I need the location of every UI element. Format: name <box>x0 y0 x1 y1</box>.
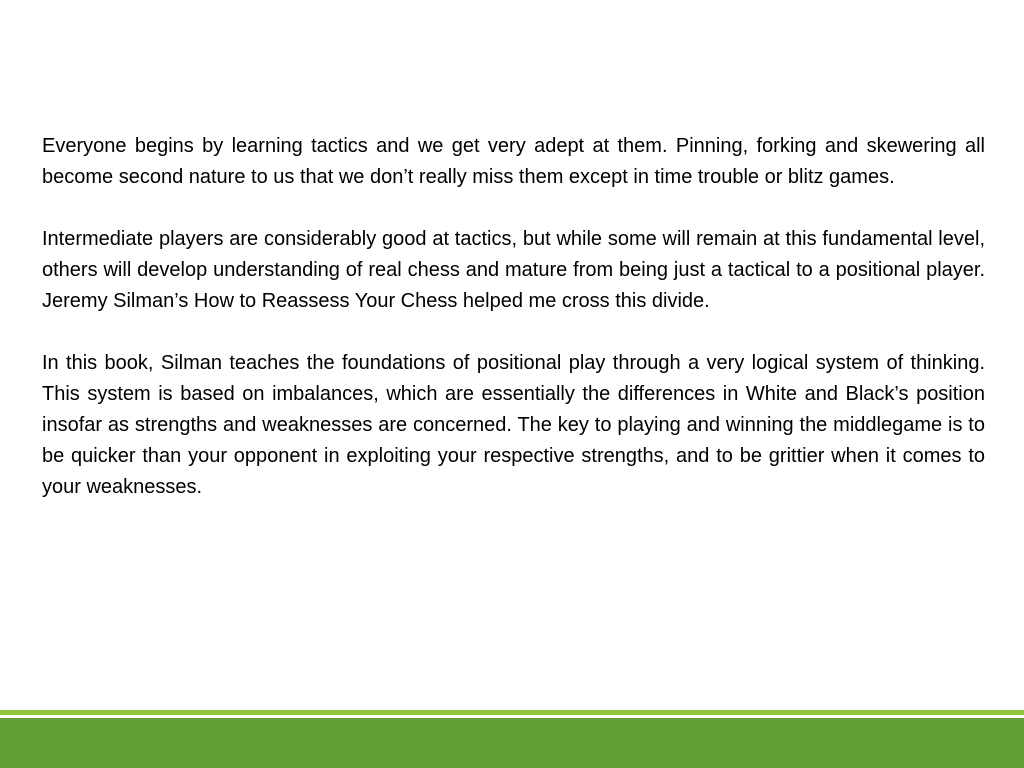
paragraph-tactics: Everyone begins by learning tactics and we get very adept at them. Pinning, forking and skewering all become second nature to us that we don’t really miss them except in time trouble or blitz games. <box>42 135 985 188</box>
paragraph-intermediate-players: Intermediate players are considerably good at tactics, but while some will remain at this fundamental level, others will develop understanding of real chess and mature from being just a tactical to a positional player. Jeremy Silman’s How to Reassess Your Chess helped me cross this divide. <box>42 228 985 312</box>
slide-body-text <box>42 131 985 503</box>
paragraph-silman-book: In this book, Silman teaches the foundations of positional play through a very logical system of thinking. This system is based on imbalances, which are essentially the differences in White and Black’s position insofar as strengths and weaknesses are concerned. The key to playing and winning the middlegame is to be quicker than your opponent in exploiting your respective strengths, and to be grittier when it comes to your weaknesses. <box>42 352 985 498</box>
footer-accent-line <box>0 710 1024 715</box>
footer-band <box>0 718 1024 768</box>
